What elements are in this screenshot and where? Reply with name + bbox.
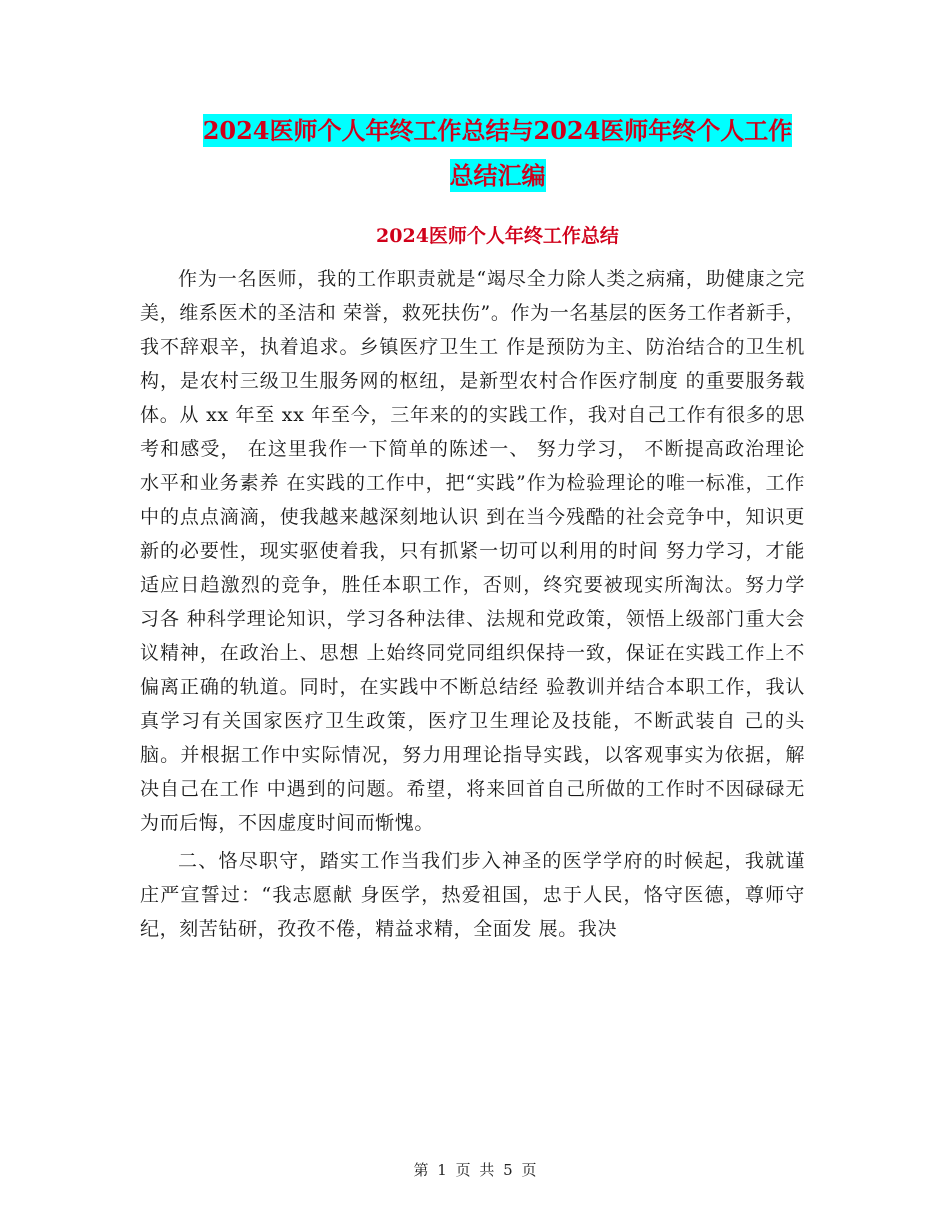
document-title <box>140 108 855 198</box>
page-number-footer: 第 1 页 共 5 页 <box>413 1161 537 1179</box>
section-title: 2024医师个人年终工作总结 <box>376 225 619 247</box>
document-body <box>140 262 805 946</box>
document-title-line-2: 总结汇编 <box>449 161 546 190</box>
paragraph-1: 作为一名医师，我的工作职责就是“竭尽全力除人类之病痛，助健康之完美，维系医术的圣洁和 荣誉，救死扶伤”。作为一名基层的医务工作者新手，我不辞艰辛，执着追求。乡镇医疗卫生工 作是预防为主、防治结合的卫生机构，是农村三级卫生服务网的枢纽，是新型农村合作医疗制度 的重要服务载体。从 xx 年至 xx 年至今，三年来的的实践工作，我对自己工作有很多的思 考和感受， 在这里我作一下简单的陈述一、 努力学习， 不断提高政治理论水平和业务素养 在实践的工作中，把“实践”作为检验理论的唯一标准，工作中的点点滴滴，使我越来越深刻地认识 到在当今残酷的社会竞争中，知识更新的必要性，现实驱使着我，只有抓紧一切可以利用的时间 努力学习，才能适应日趋激烈的竞争，胜任本职工作，否则，终究要被现实所淘汰。努力学习各 种科学理论知识，学习各种法律、法规和党政策，领悟上级部门重大会议精神，在政治上、思想 上始终同党同组织保持一致，保证在实践工作上不偏离正确的轨道。同时，在实践中不断总结经 验教训并结合本职工作，我认真学习有关国家医疗卫生政策，医疗卫生理论及技能，不断武装自 己的头脑。并根据工作中实际情况，努力用理论指导实践，以客观事实为依据，解决自己在工作 中遇到的问题。希望，将来回首自己所做的工作时不因碌碌无为而后悔，不因虚度时间而惭愧。 <box>140 268 805 834</box>
paragraph-2: 二、恪尽职守，踏实工作当我们步入神圣的医学学府的时候起，我就谨庄严宣誓过：“我志愿献 身医学，热爱祖国，忠于人民，恪守医德，尊师守纪，刻苦钻研，孜孜不倦，精益求精，全面发 展。我决 <box>140 850 805 940</box>
document-title-line-1: 2024医师个人年终工作总结与2024医师年终个人工作 <box>202 116 793 145</box>
